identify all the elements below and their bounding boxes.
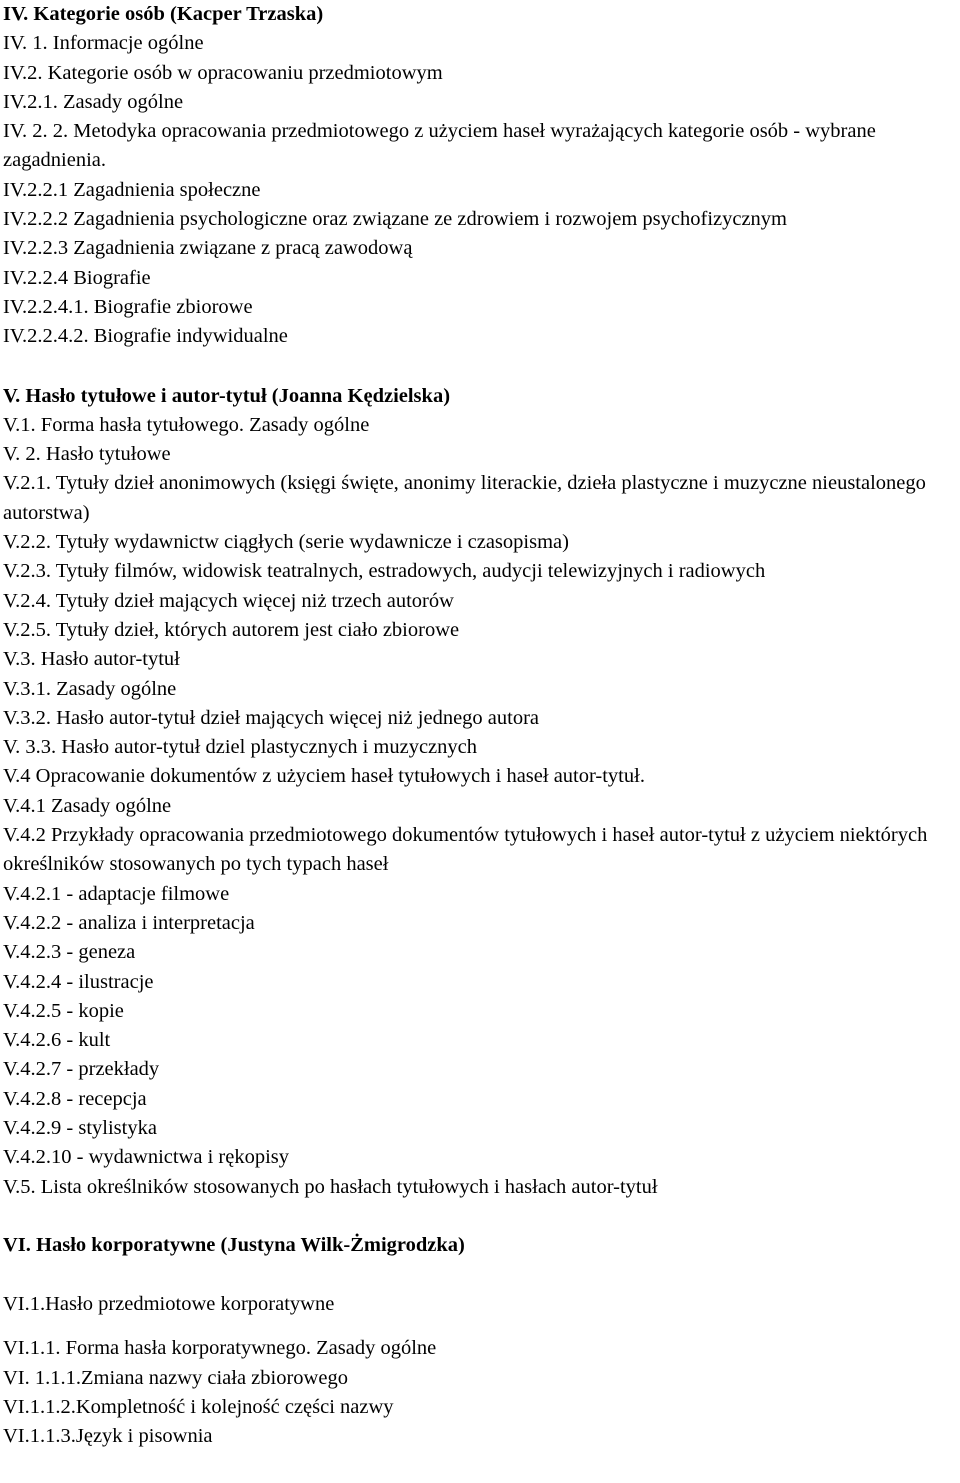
toc-line: V.2.1. Tytuły dzieł anonimowych (księgi święte, anonimy literackie, dzieła plastyczne i muzyczne nieustalonego autorstwa) (3, 472, 926, 524)
toc-line: V.4.2.2 - analiza i interpretacja (3, 911, 255, 934)
toc-line: VI. 1.1.1.Zmiana nazwy ciała zbiorowego (3, 1366, 348, 1389)
toc-line: VI.1.Hasło przedmiotowe korporatywne (3, 1293, 335, 1316)
toc-line: V.4.2 Przykłady opracowania przedmiotowego dokumentów tytułowych i haseł autor-tytuł z użyciem niektórych określników stosowanych po tych typach haseł (3, 824, 928, 876)
toc-line: V.4.2.7 - przekłady (3, 1058, 160, 1081)
toc-line: V.4.2.9 - stylistyka (3, 1116, 157, 1139)
toc-line: V.4.2.3 - geneza (3, 941, 136, 964)
toc-line: V.4.2.4 - ilustracje (3, 970, 154, 993)
toc-line: V.2.5. Tytuły dzieł, których autorem jest ciało zbiorowe (3, 618, 460, 641)
section-spacer (3, 1202, 958, 1231)
section-iv-heading: IV. Kategorie osób (Kacper Trzaska) (3, 3, 324, 25)
toc-line: V.2.4. Tytuły dzieł mających więcej niż trzech autorów (3, 589, 454, 612)
section-spacer (3, 1319, 958, 1334)
toc-line: V. 2. Hasło tytułowe (3, 443, 171, 466)
document-page (3, 0, 958, 1452)
section-vi-heading: VI. Hasło korporatywne (Justyna Wilk-Żmigrodzka) (3, 1233, 465, 1256)
toc-line: IV.2.1. Zasady ogólne (3, 90, 184, 113)
section-spacer (3, 1260, 958, 1290)
toc-line: V.4.2.6 - kult (3, 1029, 111, 1052)
toc-line: V.3.1. Zasady ogólne (3, 677, 177, 700)
toc-line: IV.2.2.4.2. Biografie indywidualne (3, 325, 288, 348)
toc-line: IV.2. Kategorie osób w opracowaniu przedmiotowym (3, 61, 443, 84)
toc-line: V.2.3. Tytuły filmów, widowisk teatralnych, estradowych, audycji telewizyjnych i radiowych (3, 560, 766, 583)
section-v-heading: V. Hasło tytułowe i autor-tytuł (Joanna Kędzielska) (3, 384, 451, 407)
toc-line: V.4.2.10 - wydawnictwa i rękopisy (3, 1146, 290, 1169)
toc-line: IV. 2. 2. Metodyka opracowania przedmiotowego z użyciem haseł wyrażających kategorie osób - wybrane zagadnienia. (3, 120, 876, 172)
toc-line: IV.2.2.4 Biografie (3, 266, 151, 289)
toc-line: V.4.2.5 - kopie (3, 999, 124, 1022)
toc-line: V.4.1 Zasady ogólne (3, 794, 172, 817)
toc-line: VI.1.1. Forma hasła korporatywnego. Zasady ogólne (3, 1337, 437, 1360)
toc-line: V.4 Opracowanie dokumentów z użyciem haseł tytułowych i haseł autor-tytuł. (3, 765, 645, 788)
toc-line: IV.2.2.4.1. Biografie zbiorowe (3, 295, 253, 318)
toc-line: IV.2.2.2 Zagadnienia psychologiczne oraz związane ze zdrowiem i rozwojem psychofizycznym (3, 208, 788, 231)
toc-line: IV. 1. Informacje ogólne (3, 32, 204, 55)
toc-line: V.2.2. Tytuły wydawnictw ciągłych (serie wydawnicze i czasopisma) (3, 531, 569, 554)
section-spacer (3, 352, 958, 382)
toc-line: V.1. Forma hasła tytułowego. Zasady ogólne (3, 413, 370, 436)
toc-line: VI.1.1.2.Kompletność i kolejność części nazwy (3, 1396, 394, 1419)
toc-line: V.4.2.8 - recepcja (3, 1087, 147, 1110)
toc-line: V.4.2.1 - adaptacje filmowe (3, 882, 230, 905)
toc-line: V.3.2. Hasło autor-tytuł dzieł mających więcej niż jednego autora (3, 706, 540, 729)
toc-line: V.3. Hasło autor-tytuł (3, 648, 180, 671)
toc-line: V. 3.3. Hasło autor-tytuł dziel plastycznych i muzycznych (3, 736, 478, 759)
toc-line: V.5. Lista określników stosowanych po hasłach tytułowych i hasłach autor-tytuł (3, 1175, 658, 1198)
toc-line: IV.2.2.3 Zagadnienia związane z pracą zawodową (3, 237, 413, 260)
toc-line: IV.2.2.1 Zagadnienia społeczne (3, 178, 261, 201)
toc-line: VI.1.1.3.Język i pisownia (3, 1425, 213, 1448)
